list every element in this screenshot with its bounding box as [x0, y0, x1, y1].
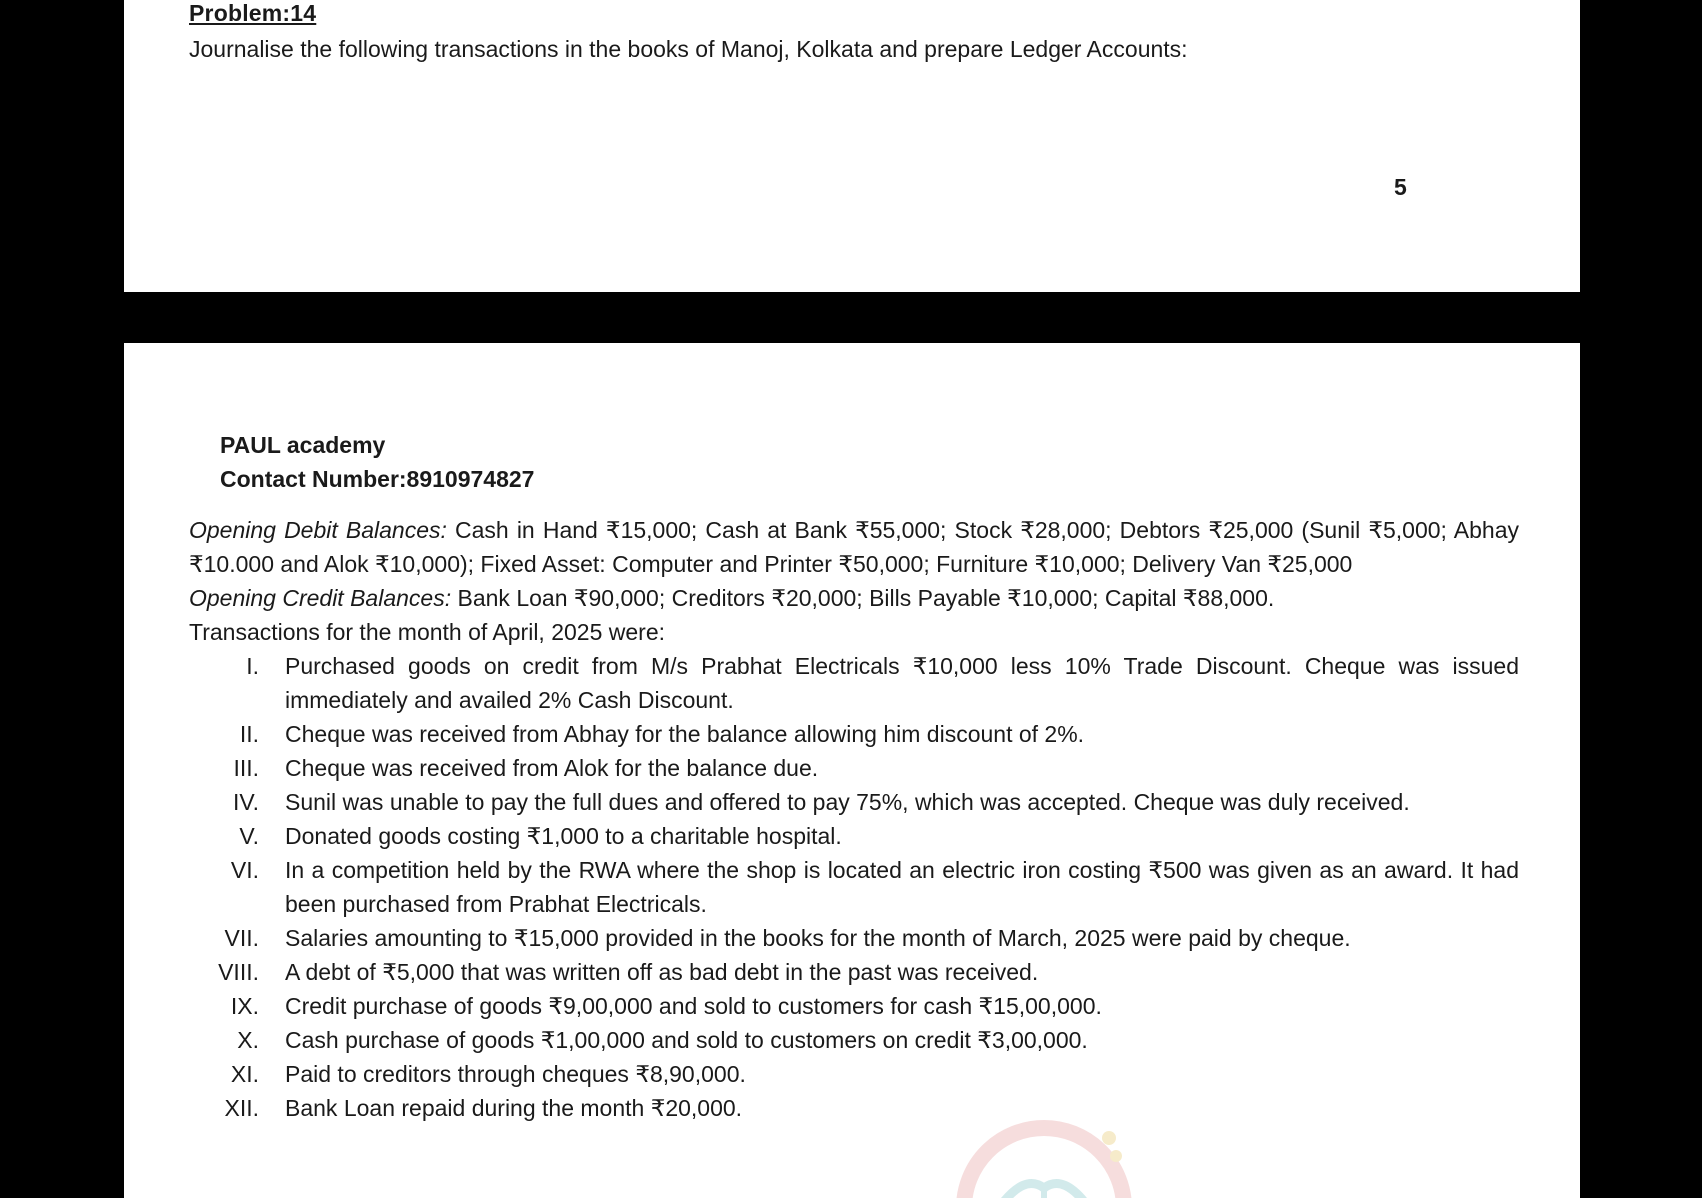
transaction-text: Donated goods costing ₹1,000 to a charitable hospital. [285, 823, 842, 849]
transaction-text: Purchased goods on credit from M/s Prabhat Electricals ₹10,000 less 10% Trade Discount. Cheque was issued immediately and availed 2% Cash Discount. [285, 653, 1519, 713]
transaction-number: XII. [224, 1095, 259, 1121]
transaction-text: Bank Loan repaid during the month ₹20,000. [285, 1095, 743, 1121]
transaction-number: I. [246, 653, 259, 679]
transaction-item [189, 785, 1519, 819]
marks-value: 5 [1394, 174, 1407, 200]
transaction-text: A debt of ₹5,000 that was written off as bad debt in the past was received. [285, 959, 1039, 985]
opening-credit-text: Bank Loan ₹90,000; Creditors ₹20,000; Bills Payable ₹10,000; Capital ₹88,000. [451, 585, 1275, 611]
contact-number: Contact Number:8910974827 [220, 466, 535, 492]
opening-credit-balances [189, 581, 1519, 615]
document-page-top [124, 0, 1580, 292]
transaction-item [189, 1091, 1519, 1125]
transaction-text: Salaries amounting to ₹15,000 provided in the books for the month of March, 2025 were paid by cheque. [285, 925, 1351, 951]
transaction-text: Sunil was unable to pay the full dues and offered to pay 75%, which was accepted. Cheque was duly received. [285, 789, 1410, 815]
transactions-intro: Transactions for the month of April, 2025 were: [189, 619, 666, 645]
transaction-number: III. [233, 755, 259, 781]
transaction-item [189, 751, 1519, 785]
transaction-number: X. [237, 1027, 259, 1053]
transactions-list [189, 649, 1519, 1125]
transaction-item [189, 853, 1519, 921]
transaction-item [189, 717, 1519, 751]
transaction-number: IV. [232, 789, 259, 815]
opening-credit-label: Opening Credit Balances: [189, 585, 452, 611]
transaction-text: Cash purchase of goods ₹1,00,000 and sold to customers on credit ₹3,00,000. [285, 1027, 1088, 1053]
transaction-number: II. [239, 721, 259, 747]
academy-header [220, 428, 534, 496]
academy-name: PAUL academy [220, 432, 386, 458]
transaction-text: Paid to creditors through cheques ₹8,90,000. [285, 1061, 746, 1087]
academy-logo-watermark [944, 1078, 1144, 1198]
transaction-item [189, 819, 1519, 853]
problem-content [189, 513, 1519, 1125]
transaction-text: Cheque was received from Alok for the balance due. [285, 755, 819, 781]
problem-instruction: Journalise the following transactions in the books of Manoj, Kolkata and prepare Ledger Accounts: [189, 36, 1188, 62]
transaction-item [189, 921, 1519, 955]
transaction-number: XI. [230, 1061, 259, 1087]
opening-debit-label: Opening Debit Balances: [189, 517, 447, 543]
transaction-number: VIII. [218, 959, 259, 985]
transaction-item [189, 1057, 1519, 1091]
document-page-bottom [124, 343, 1580, 1198]
opening-debit-balances [189, 513, 1519, 581]
transaction-text: Credit purchase of goods ₹9,00,000 and sold to customers for cash ₹15,00,000. [285, 993, 1102, 1019]
transaction-number: VI. [230, 857, 259, 883]
transaction-item [189, 955, 1519, 989]
problem-title: Problem:14 [189, 0, 317, 26]
transaction-number: VII. [224, 925, 259, 951]
transaction-number: V. [239, 823, 259, 849]
transaction-item [189, 1023, 1519, 1057]
transaction-text: In a competition held by the RWA where the shop is located an electric iron costing ₹500 was given as an award. It had been purchased from Prabhat Electricals. [285, 857, 1519, 917]
transaction-item [189, 989, 1519, 1023]
opening-debit-text: Cash in Hand ₹15,000; Cash at Bank ₹55,000; Stock ₹28,000; Debtors ₹25,000 (Sunil ₹5,000; Abhay ₹10.000 and Alok ₹10,000); Fixed Asset: Computer and Printer ₹50,000; Furniture ₹10,000; Delivery Van ₹25,000 [189, 517, 1519, 577]
transaction-number: IX. [230, 993, 259, 1019]
transaction-item [189, 649, 1519, 717]
transaction-text: Cheque was received from Abhay for the balance allowing him discount of 2%. [285, 721, 1085, 747]
